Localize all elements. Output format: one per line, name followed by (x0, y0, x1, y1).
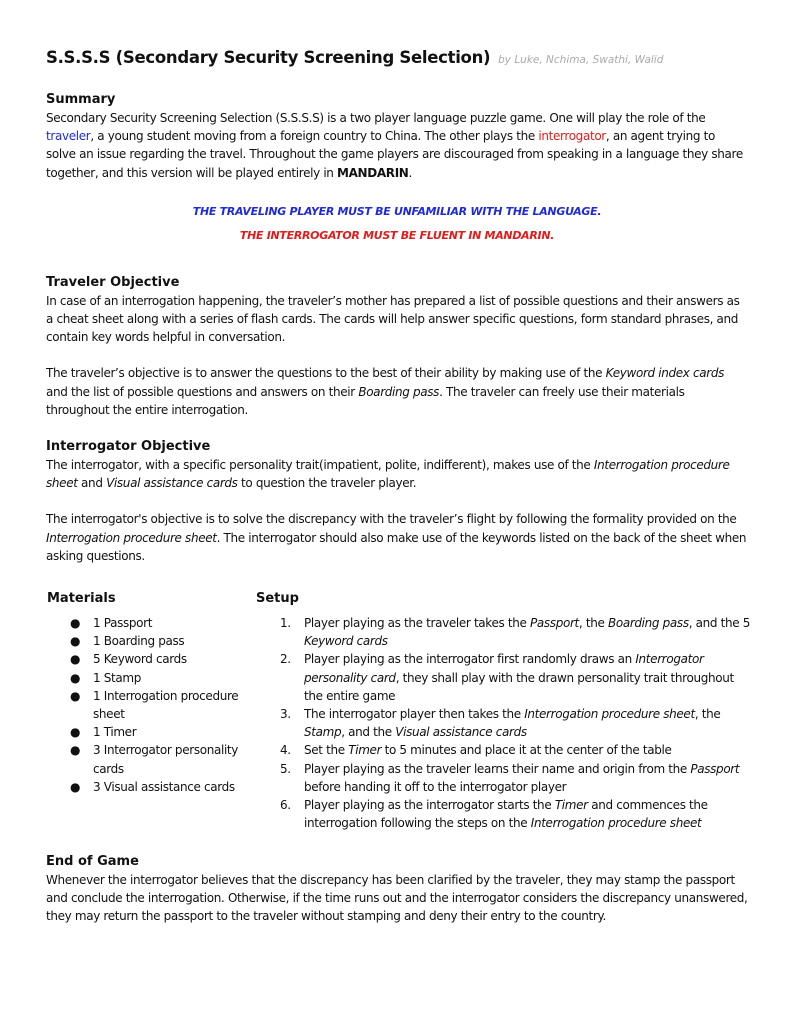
bullet-icon: ● (70, 725, 81, 740)
traveler-objective-para1: In case of an interrogation happening, the traveler’s mother has prepared a list of possible questions and their answers as a cheat sheet along with a series of flash cards. The cards will help answer specific questions, form standard phrases, and contain key words helpful in conversation. (46, 293, 740, 345)
materials-item (47, 650, 247, 668)
materials-setup-columns (46, 590, 751, 835)
step-text: and commences the interrogation following the steps on the (304, 798, 708, 831)
traveler-para2-a: The traveler’s objective is to answer the questions to the best of their ability by making use of the (46, 366, 606, 381)
setup-heading: Setup (256, 591, 299, 607)
document-page (46, 44, 751, 926)
setup-step (256, 741, 751, 759)
step-item-ref: Stamp (304, 725, 342, 740)
procedure-sheet-ref: Interrogation procedure sheet (46, 458, 730, 491)
interrogator-para2-a: The interrogator's objective is to solve the discrepancy with the traveler’s flight by following the formality provided on the (46, 512, 737, 527)
language-highlight: MANDARIN (337, 165, 409, 180)
step-text: Set the (304, 743, 349, 758)
step-number: 3. (280, 707, 291, 722)
traveler-objective-para2 (46, 364, 748, 419)
setup-step (256, 796, 751, 832)
step-text: Player playing as the traveler learns their name and origin from the (304, 761, 691, 776)
end-of-game-heading: End of Game (46, 854, 139, 870)
step-number: 4. (280, 743, 291, 758)
materials-item-label: 3 Interrogator personality cards (93, 743, 239, 776)
step-text: to 5 minutes and place it at the center of the table (381, 743, 672, 758)
interrogator-para1-c: and (77, 476, 107, 491)
interrogator-warning: THE INTERROGATOR MUST BE FLUENT IN MANDARIN. (239, 228, 555, 242)
summary-text-1: Secondary Security Screening Selection (S.S.S.S) is a two player language puzzle game. One will play the role of the (46, 111, 706, 125)
step-text: The interrogator player then takes the (304, 707, 525, 722)
interrogator-para1-e: to question the traveler player. (237, 476, 417, 491)
summary-text-3: , an agent trying to solve an issue regarding the travel. Throughout the game players are discouraged from speaking in a language they share together, and this version will be played entirely in (46, 129, 743, 180)
materials-item-label: 1 Stamp (93, 670, 141, 685)
step-item-ref: Interrogation procedure sheet (530, 816, 702, 831)
step-item-ref: Keyword cards (304, 634, 388, 649)
step-text: , the (578, 616, 608, 631)
materials-item (47, 723, 247, 741)
step-number: 2. (280, 652, 291, 667)
end-of-game-text: Whenever the interrogator believes that the discrepancy has been clarified by the traveler, they may stamp the passport and conclude the interrogation. Otherwise, if the time runs out and the interrogator considers the discrepancy unanswered, they may return the passport to the traveler without stamping and deny their entry to the country. (46, 873, 748, 924)
step-item-ref: Visual assistance cards (395, 725, 527, 740)
setup-step (256, 760, 751, 796)
interrogator-highlight: interrogator (538, 129, 606, 144)
bullet-icon: ● (70, 743, 81, 758)
procedure-sheet-ref: Interrogation procedure sheet (46, 530, 217, 545)
step-item-ref: Passport (690, 761, 740, 776)
title-row (46, 44, 748, 74)
summary-text (46, 109, 748, 182)
materials-item (47, 614, 247, 632)
step-text: Player playing as the interrogator first randomly draws an (304, 652, 636, 667)
summary-text-2: , a young student moving from a foreign country to China. The other plays the (90, 129, 539, 144)
document-title: S.S.S.S (Secondary Security Screening Selection) (46, 48, 491, 67)
traveler-highlight: traveler (46, 129, 91, 144)
paragraph-gap (46, 346, 748, 364)
step-item-ref: Timer (348, 743, 382, 758)
traveler-para2-e: . The traveler can freely use their materials throughout the entire interrogation. (46, 384, 685, 417)
materials-item (47, 778, 247, 796)
step-item-ref: Interrogator personality card (304, 652, 704, 685)
interrogator-objective-heading: Interrogator Objective (46, 439, 211, 455)
step-number: 1. (280, 616, 291, 631)
bullet-icon: ● (70, 634, 81, 649)
summary-text-4: . (408, 165, 412, 180)
materials-item-label: 1 Passport (93, 616, 153, 631)
step-number: 5. (280, 761, 291, 776)
traveler-para2-c: and the list of possible questions and answers on their (46, 384, 359, 399)
step-item-ref: Boarding pass (607, 616, 689, 631)
bullet-icon: ● (70, 616, 81, 631)
materials-section (47, 590, 247, 796)
step-item-ref: Interrogation procedure sheet (524, 707, 695, 722)
visual-cards-ref: Visual assistance cards (106, 476, 238, 491)
materials-item-label: 5 Keyword cards (93, 652, 187, 667)
paragraph-gap (46, 492, 748, 510)
summary-heading: Summary (46, 92, 116, 107)
bullet-icon: ● (70, 688, 81, 703)
materials-item (47, 741, 247, 777)
materials-list (47, 614, 247, 796)
setup-section (256, 590, 751, 832)
materials-item (47, 687, 247, 723)
materials-item-label: 1 Boarding pass (93, 634, 185, 649)
interrogator-para2-c: . The interrogator should also make use of the keywords listed on the back of the sheet when asking questions. (46, 530, 747, 563)
materials-heading: Materials (47, 591, 116, 607)
keyword-cards-ref: Keyword index cards (605, 366, 725, 381)
step-text: Player playing as the interrogator starts the (304, 798, 555, 813)
step-text: before handing it off to the interrogator player (304, 779, 567, 794)
materials-item-label: 1 Interrogation procedure sheet (93, 688, 239, 722)
traveler-objective-heading: Traveler Objective (46, 274, 180, 290)
bullet-icon: ● (70, 652, 81, 667)
step-number: 6. (280, 798, 291, 813)
materials-item (47, 669, 247, 687)
step-text: , the (694, 707, 721, 722)
interrogator-para1-a: The interrogator, with a specific personality trait(impatient, polite, indifferent), makes use of the (46, 458, 594, 473)
document-authors: by Luke, Nchima, Swathi, Walid (498, 54, 664, 66)
materials-item-label: 1 Timer (93, 725, 137, 740)
traveler-warning: THE TRAVELING PLAYER MUST BE UNFAMILIAR WITH THE LANGUAGE. (192, 204, 602, 218)
materials-item (47, 632, 247, 650)
step-text: , and the 5 (688, 616, 751, 631)
setup-list (256, 614, 751, 832)
bullet-icon: ● (70, 779, 81, 794)
setup-step (256, 705, 751, 741)
boarding-pass-ref: Boarding pass (358, 384, 440, 399)
step-text: , and the (341, 725, 396, 740)
step-text: Player playing as the traveler takes the (304, 616, 530, 631)
setup-step (256, 614, 751, 650)
bullet-icon: ● (70, 670, 81, 685)
step-item-ref: Timer (554, 798, 588, 813)
step-text: , they shall play with the drawn personality trait throughout the entire game (304, 670, 734, 703)
step-item-ref: Passport (530, 616, 579, 631)
materials-item-label: 3 Visual assistance cards (93, 779, 235, 794)
interrogator-objective-para1 (46, 456, 748, 492)
setup-step (256, 650, 751, 705)
interrogator-objective-para2 (46, 510, 748, 565)
